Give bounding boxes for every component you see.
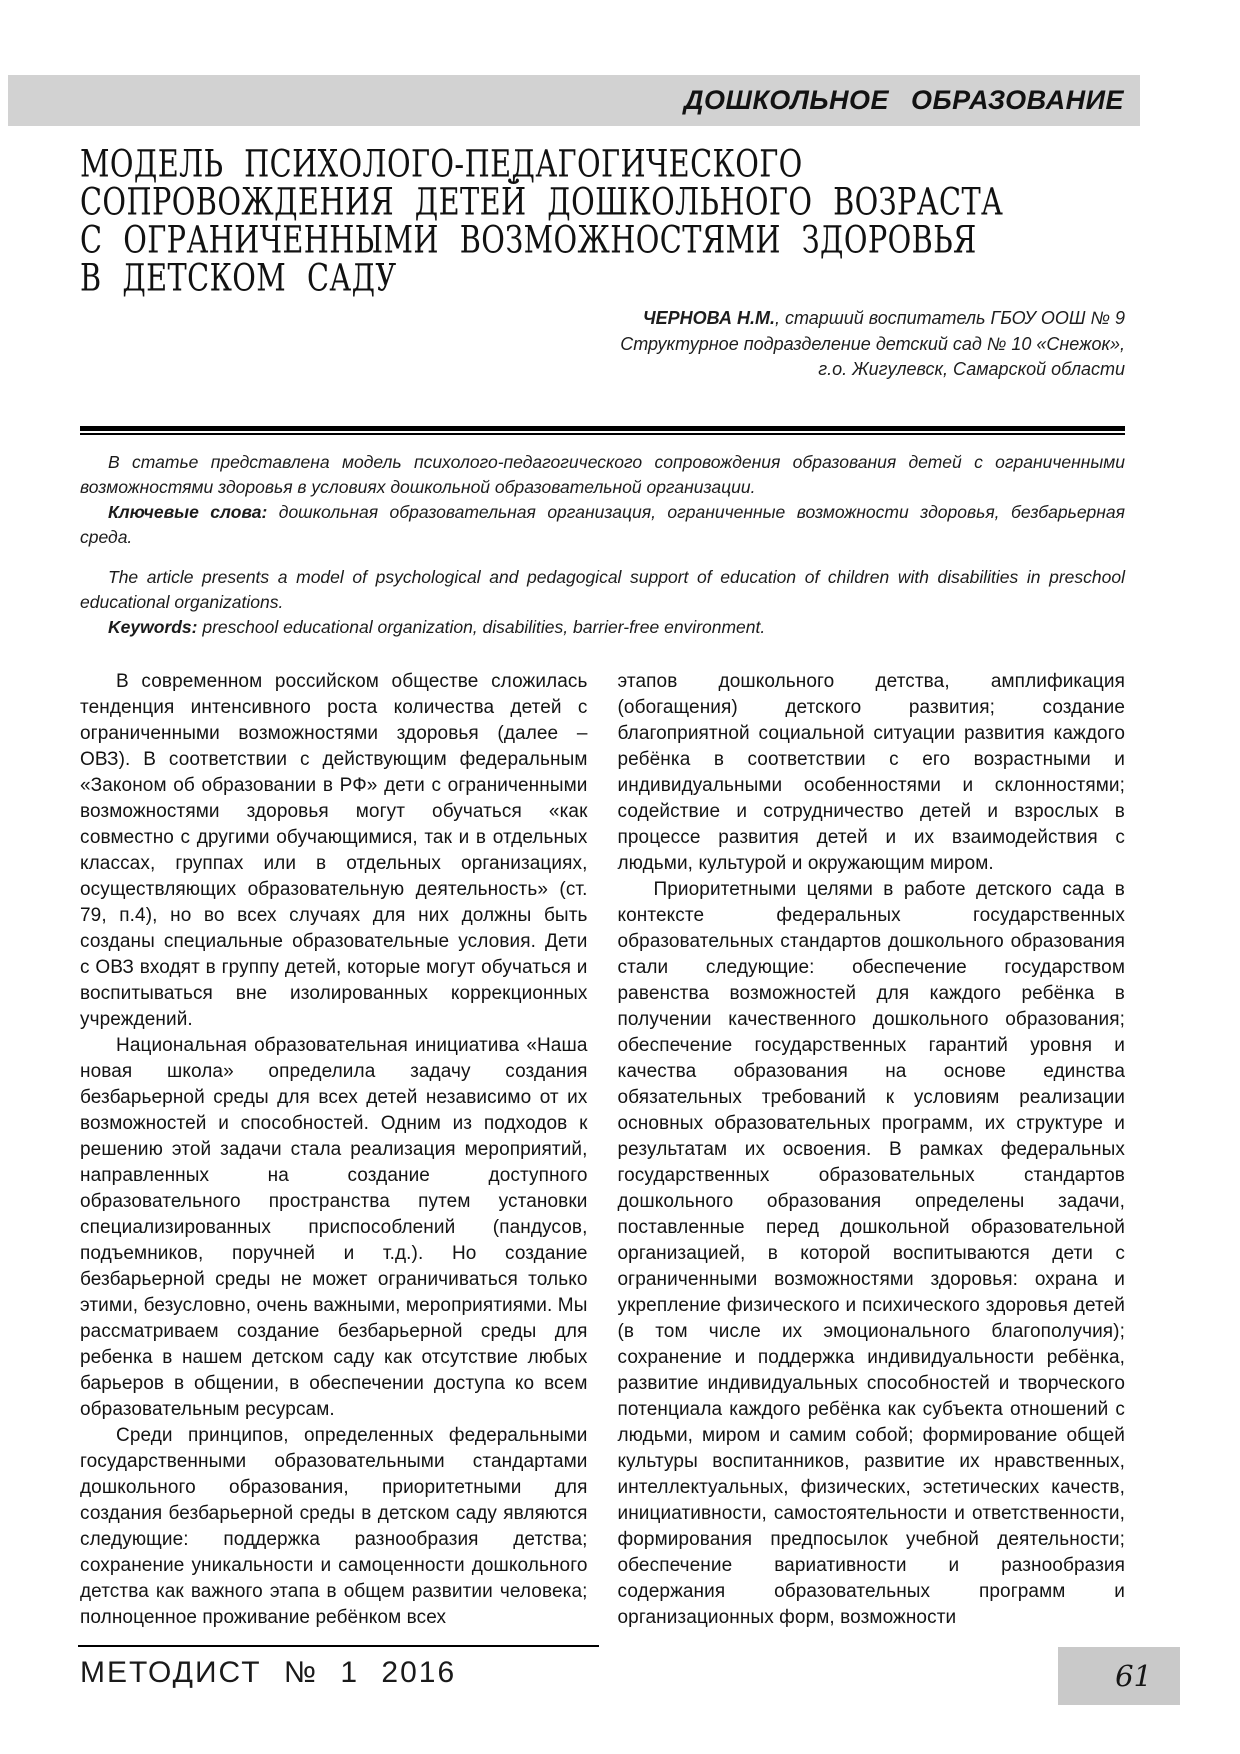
article-title-line: СОПРОВОЖДЕНИЯ ДЕТЕЙ ДОШКОЛЬНОГО ВОЗРАСТА — [80, 180, 1004, 224]
author-line-1 — [80, 306, 1125, 332]
author-role: , старший воспитатель ГБОУ ООШ № 9 — [774, 308, 1125, 328]
abstract-en-text: The article presents a model of psychological and pedagogical support of education of children with disabilities in preschool educational organizations. — [80, 567, 1125, 612]
page-number-box — [1058, 1647, 1180, 1705]
abstract-ru-text: В статье представлена модель психолого-педагогического сопровождения образования детей с ограниченными возможностями здоровья в условиях дошкольной образовательной организации. — [80, 452, 1125, 497]
keywords-en-text: preschool educational organization, disabilities, barrier-free environment. — [202, 617, 766, 637]
section-header-label: ДОШКОЛЬНОЕ ОБРАЗОВАНИЕ — [684, 85, 1124, 115]
keywords-ru-label: Ключевые слова: — [108, 502, 268, 522]
keywords-en-label: Keywords: — [108, 617, 198, 637]
page-number: 61 — [1115, 1659, 1152, 1693]
body-paragraph: Среди принципов, определенных федеральными государственными образовательными стандартами дошкольного образования, приоритетными для создания безбарьерной среды в детском саду являются следующие: поддержка разнообразия детства; сохранение уникальности и самоценности дошкольного детства как важного этапа в общем развитии человека; полноценное проживание ребёнком всех — [80, 1425, 588, 1628]
keywords-ru-text: дошкольная образовательная организация, ограниченные возможности здоровья, безбарьерная среда. — [80, 502, 1125, 547]
body-paragraph: В современном российском обществе сложилась тенденция интенсивного роста количества детей с ограниченными возможностями здоровья (далее – ОВЗ). В соответствии с действующим федеральным «Законом об образовании в РФ» дети с ограниченными возможностями здоровья могут обучаться «как совместно с другими обучающимися, так и в отдельных классах, группах или в отдельных организациях, осуществляющих образовательную деятельность» (ст. 79, п.4), но во всех случаях для них должны быть созданы специальные образовательные условия. Дети с ОВЗ входят в группу детей, которые могут обучаться и воспитываться вне изолированных коррекционных учреждений. — [80, 671, 588, 1030]
keywords-ru — [80, 500, 1125, 550]
article-body — [80, 669, 1125, 1631]
abstract-russian — [80, 450, 1125, 550]
author-affiliation: Структурное подразделение детский сад № 10 «Снежок», — [620, 333, 1125, 354]
article-title-line: В ДЕТСКОМ САДУ — [80, 256, 397, 300]
abstract-english — [80, 565, 1125, 640]
author-block — [80, 306, 1125, 383]
divider-double-rule — [80, 426, 1125, 435]
column-left — [80, 669, 588, 1631]
keywords-en — [80, 615, 1125, 640]
article-title-line: МОДЕЛЬ ПСИХОЛОГО-ПЕДАГОГИЧЕСКОГО — [80, 142, 803, 186]
footer-rule — [78, 1645, 599, 1647]
journal-name: МЕТОДИСТ № 1 2016 — [80, 1656, 457, 1689]
article-title — [80, 142, 1234, 300]
body-paragraph: Приоритетными целями в работе детского сада в контексте федеральных государственных образовательных стандартов дошкольного образования стали следующие: обеспечение государством равенства возможностей для каждого ребёнка в получении качественного дошкольного образования; обеспечение государственных гарантий уровня и качества образования на основе единства обязательных требований к условиям реализации основных образовательных программ, их структуре и результатам их освоения. В рамках федеральных государственных образовательных стандартов дошкольного образования определены задачи, поставленные перед дошкольной образовательной организацией, в которой воспитываются дети с ограниченными возможностями здоровья: охрана и укрепление физического и психического здоровья детей (в том числе их эмоционального благополучия); сохранение и поддержка индивидуальности ребёнка, развитие индивидуальных способностей и творческого потенциала каждого ребёнка как субъекта отношений с людьми, миром и самим собой; формирование общей культуры воспитанников, развитие их нравственных, интеллектуальных, физических, эстетических качеств, инициативности, самостоятельности и ответственности, формирования предпосылок учебной деятельности; обеспечение вариативности и разнообразия содержания образовательных программ и организационных форм, возможности — [617, 879, 1125, 1628]
body-paragraph: Национальная образовательная инициатива «Наша новая школа» определила задачу создания безбарьерной среды для всех детей независимо от их возможностей и способностей. Одним из подходов к решению этой задачи стала реализация мероприятий, направленных на создание доступного образовательного пространства путем установки специализированных приспособлений (пандусов, подъемников, поручней и т.д.). Но создание безбарьерной среды не может ограничиваться только этими, безусловно, очень важными, мероприятиями. Мы рассматриваем создание безбарьерной среды для ребенка в нашем детском саду как отсутствие любых барьеров в общении, в обеспечении доступа ко всем образовательным ресурсам. — [80, 1035, 588, 1420]
author-location: г.о. Жигулевск, Самарской области — [818, 359, 1125, 379]
column-right — [618, 669, 1126, 1631]
article-title-line: С ОГРАНИЧЕННЫМИ ВОЗМОЖНОСТЯМИ ЗДОРОВЬЯ — [80, 218, 977, 262]
body-paragraph-continuation: этапов дошкольного детства, амплификация (обогащения) детского развития; создание благоприятной социальной ситуации развития каждого ребёнка в соответствии с его возрастными и индивидуальными особенностями и склонностями; содействие и сотрудничество детей и взрослых в процессе развития детей и их взаимодействия с людьми, культурой и окружающим миром. — [617, 671, 1125, 874]
author-name: ЧЕРНОВА Н.М. — [642, 308, 775, 328]
section-header-bar — [8, 75, 1140, 126]
